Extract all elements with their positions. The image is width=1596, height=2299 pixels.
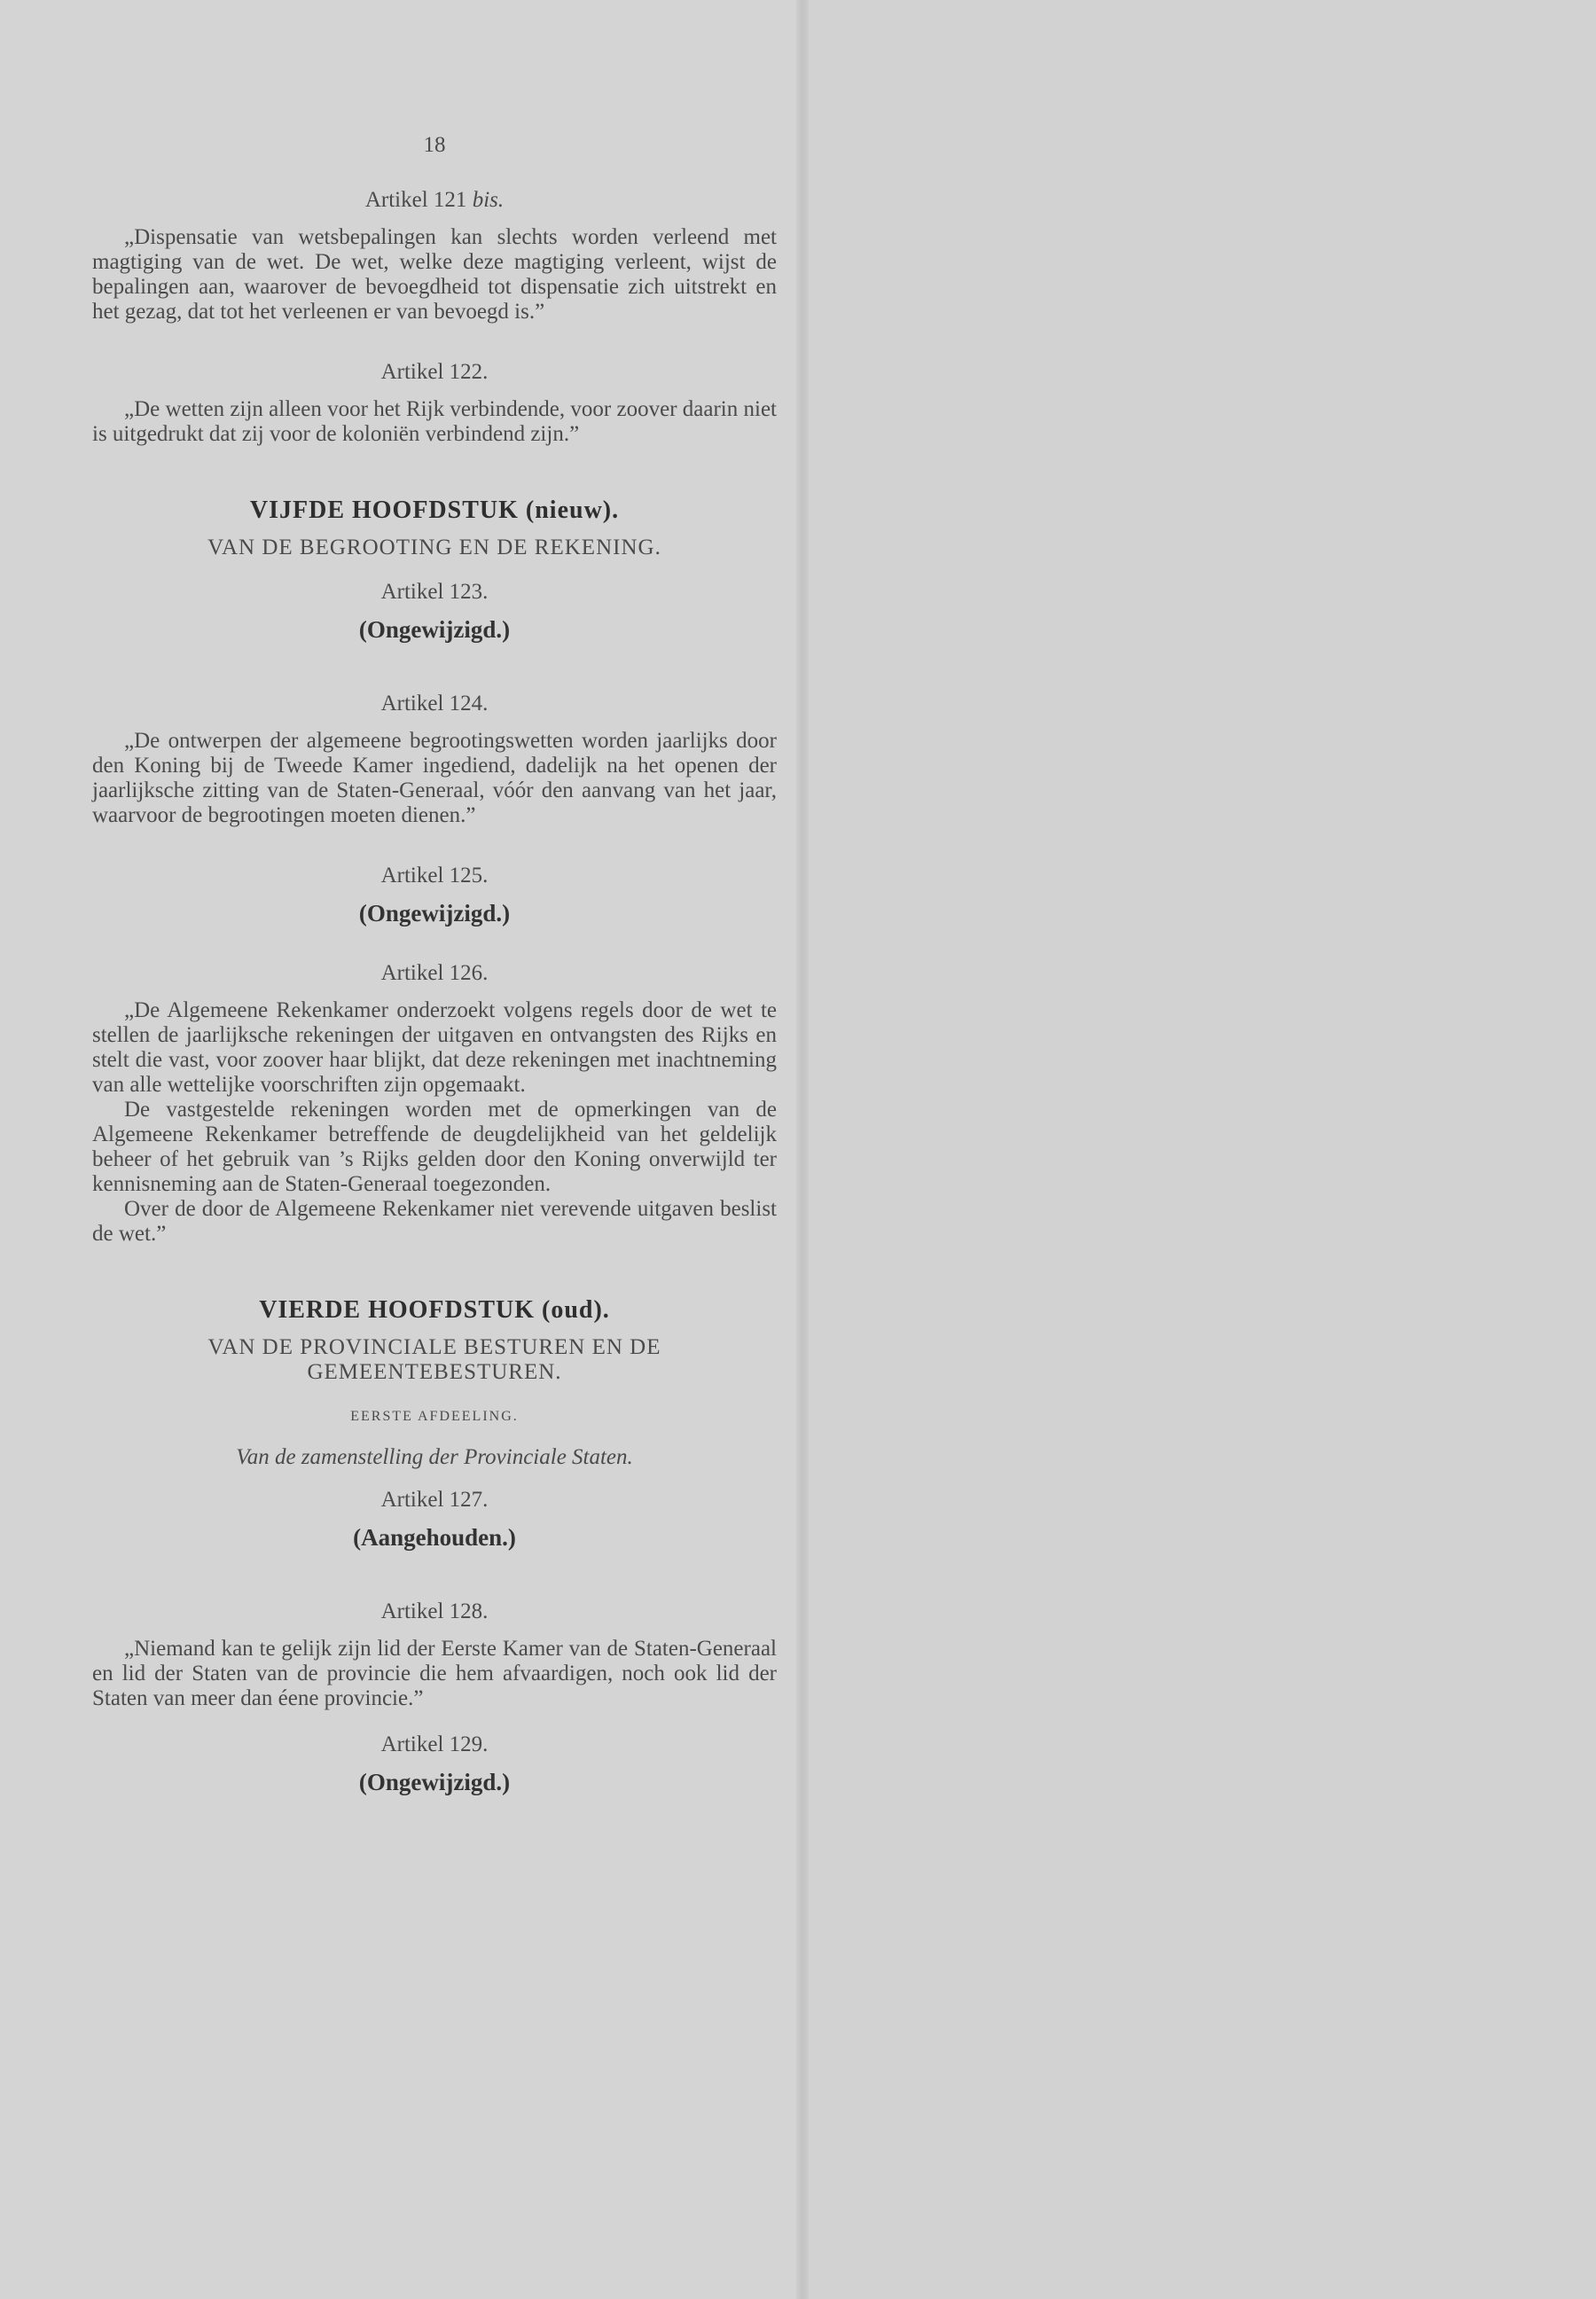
article-126-paragraph: De vastgestelde rekeningen worden met de opmerkingen van de Algemeene Rekenkamer betreffende de deugdelijkheid van het geldelijk beheer of het gebruik van ’s Rijks gelden door den Koning onverwijld ter kennisneming aan de Staten-Generaal toegezonden. — [92, 1098, 777, 1196]
article-124-text: „De ontwerpen der algemeene begrootingswetten worden jaarlijks door den Koning bij de Tweede Kamer ingediend, dadelijk na het openen der jaarlijksche zitting van de Staten-Generaal, vóór den aanvang van het jaar, waarvoor de begrootingen moeten dienen.” — [92, 729, 777, 827]
chapter-5-title: VIJFDE HOOFDSTUK (nieuw). — [249, 497, 620, 524]
chapter-4-subtitle-line2: GEMEENTEBESTUREN. — [307, 1360, 562, 1384]
right-page-blank — [802, 0, 1596, 2299]
page-number: 18 — [423, 133, 446, 157]
article-125-heading: Artikel 125. — [380, 864, 489, 888]
article-123-heading: Artikel 123. — [380, 580, 489, 604]
article-128-heading: Artikel 128. — [380, 1599, 489, 1623]
article-126-heading: Artikel 126. — [380, 961, 489, 985]
article-123-note: (Ongewijzigd.) — [358, 616, 511, 643]
article-127-heading: Artikel 127. — [380, 1488, 489, 1512]
article-126-paragraph: Over de door de Algemeene Rekenkamer niet verevende uitgaven beslist de wet.” — [92, 1197, 777, 1246]
article-122-heading: Artikel 122. — [380, 360, 489, 384]
article-121-suffix: bis. — [472, 188, 505, 212]
page-fold — [796, 0, 809, 2299]
afdeeling-heading: EERSTE AFDEELING. — [350, 1409, 519, 1424]
article-125-note: (Ongewijzigd.) — [358, 900, 511, 927]
chapter-5-subtitle: VAN DE BEGROOTING EN DE REKENING. — [207, 536, 661, 559]
article-122-text: „De wetten zijn alleen voor het Rijk verbindende, voor zoover daarin niet is uitgedrukt dat zij voor de koloniën verbindend zijn.” — [92, 397, 777, 446]
article-121-heading — [92, 188, 777, 213]
section-title: Van de zamenstelling der Provinciale Staten. — [236, 1445, 633, 1469]
article-121-text: „Dispensatie van wetsbepalingen kan slechts worden verleend met magtiging van de wet. De wet, welke deze magtiging verleent, wijst de bepalingen aan, waarover de bevoegdheid tot dispensatie zich uitstrekt en het gezag, dat tot het verleenen er van bevoegd is.” — [92, 225, 777, 324]
article-129-heading: Artikel 129. — [380, 1732, 489, 1756]
article-126-paragraph: „De Algemeene Rekenkamer onderzoekt volgens regels door de wet te stellen de jaarlijksche rekeningen der uitgaven en ontvangsten des Rijks en stelt die vast, voor zoover haar blijkt, dat deze rekeningen met inachtneming van alle wettelijke voorschriften zijn opgemaakt. — [92, 998, 777, 1097]
chapter-4-title: VIERDE HOOFDSTUK (oud). — [259, 1296, 610, 1324]
article-127-note: (Aangehouden.) — [353, 1524, 516, 1551]
text-column — [92, 133, 777, 1809]
article-124-heading: Artikel 124. — [380, 692, 489, 716]
chapter-4-subtitle-line1: VAN DE PROVINCIALE BESTUREN EN DE — [207, 1335, 661, 1359]
article-121-label: Artikel 121 — [364, 188, 467, 212]
article-129-note: (Ongewijzigd.) — [358, 1769, 511, 1795]
article-128-text: „Niemand kan te gelijk zijn lid der Eerste Kamer van de Staten-Generaal en lid der Staten van de provincie die hem afvaardigen, noch ook lid der Staten van meer dan éene provincie.” — [92, 1637, 777, 1710]
